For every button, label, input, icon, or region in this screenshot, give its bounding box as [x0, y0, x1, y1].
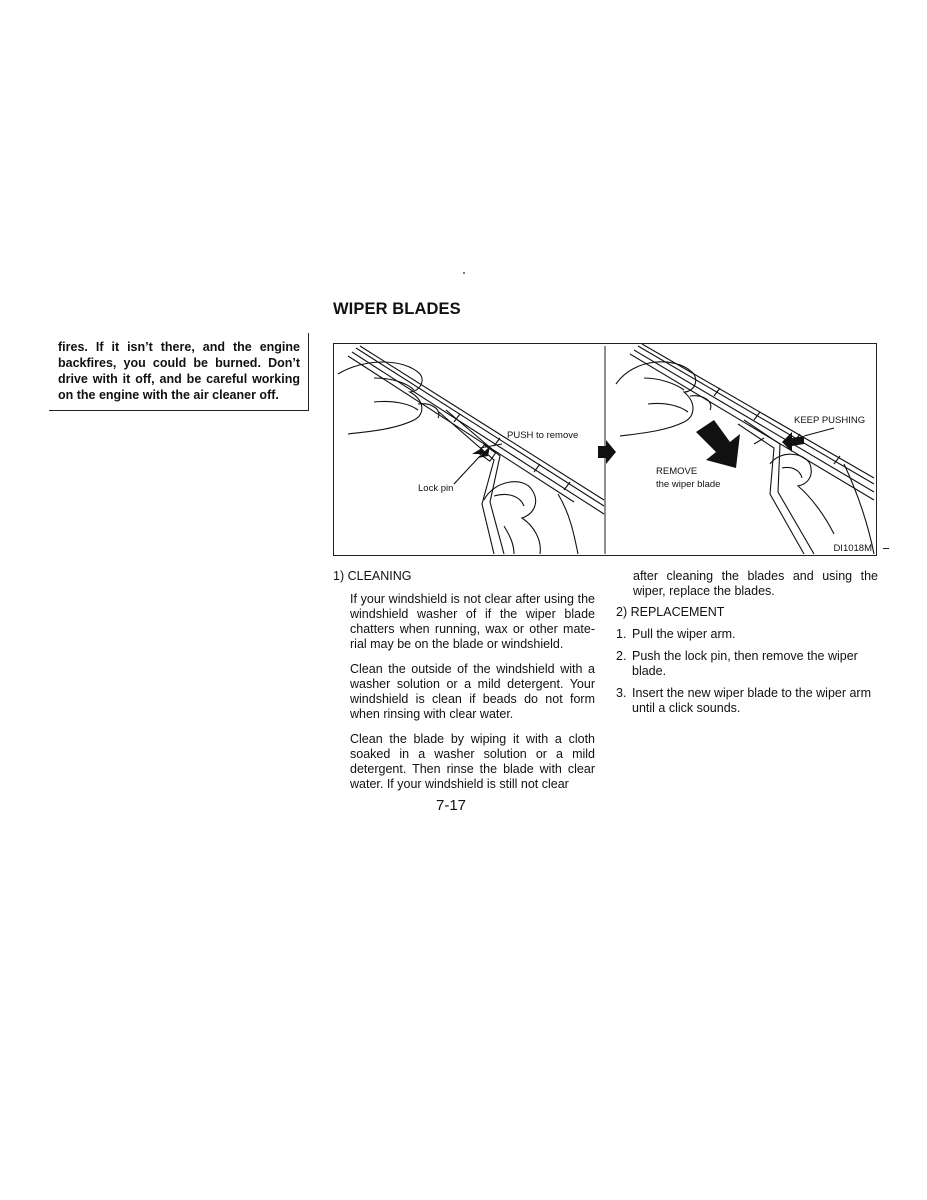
step-text: Pull the wiper arm.: [632, 627, 736, 641]
cleaning-paragraph-3: Clean the blade by wiping it with a cloth soaked in a washer solution or a mild detergent. Then rinse the blade with clear water. If your windshield is still not clear: [350, 732, 595, 791]
step-text: Insert the new wiper blade to the wiper arm until a click sounds.: [632, 686, 872, 715]
cleaning-paragraph-1: If your windshield is not clear after using the windshield washer of if the wiper blade chatters when running, wax or other mate-rial may be on the blade or windshield.: [350, 592, 595, 651]
page-number: 7-17: [436, 797, 467, 814]
replacement-column: [616, 569, 878, 716]
cleaning-paragraph-3-continued: after cleaning the blades and using the wiper, replace the blades.: [633, 569, 878, 598]
right-panel-drawing: [616, 344, 874, 554]
keep-pushing-label: KEEP PUSHING: [794, 415, 866, 426]
push-label: PUSH to remove: [507, 430, 579, 441]
remove-blade-label: the wiper blade: [656, 479, 721, 490]
wiper-blade-figure: [333, 343, 877, 556]
stray-mark: [463, 272, 465, 274]
figure-id: DI1018M: [833, 543, 872, 554]
remove-arrow: [696, 420, 740, 468]
figure-dash-mark: [883, 548, 889, 549]
step-number: 2.: [616, 649, 627, 663]
warning-box: [49, 333, 309, 411]
replacement-step: [616, 686, 878, 716]
step-text: Push the lock pin, then remove the wiper blade.: [632, 649, 858, 678]
section-title: WIPER BLADES: [333, 300, 461, 318]
left-panel-drawing: [338, 346, 604, 554]
lock-pin-label: Lock pin: [418, 483, 454, 494]
cleaning-paragraph-2: Clean the outside of the windshield with a washer solution or a mild detergent. Your windshield is clean if beads do not form when rinsing with clear water.: [350, 662, 595, 721]
next-step-arrow: [598, 440, 616, 464]
remove-label: REMOVE: [656, 466, 698, 477]
step-number: 1.: [616, 627, 627, 641]
replacement-step: [616, 649, 878, 679]
replacement-step: [616, 627, 878, 642]
warning-text: fires. If it isn’t there, and the engine backfires, you could be burned. Don’t drive with it off, and be careful working on the engine with the air cleaner off.: [58, 340, 300, 402]
step-number: 3.: [616, 686, 627, 700]
cleaning-heading: 1) CLEANING: [333, 569, 412, 583]
cleaning-column: [333, 569, 595, 792]
wiper-illustration: [334, 344, 877, 556]
replacement-heading: 2) REPLACEMENT: [616, 605, 725, 619]
